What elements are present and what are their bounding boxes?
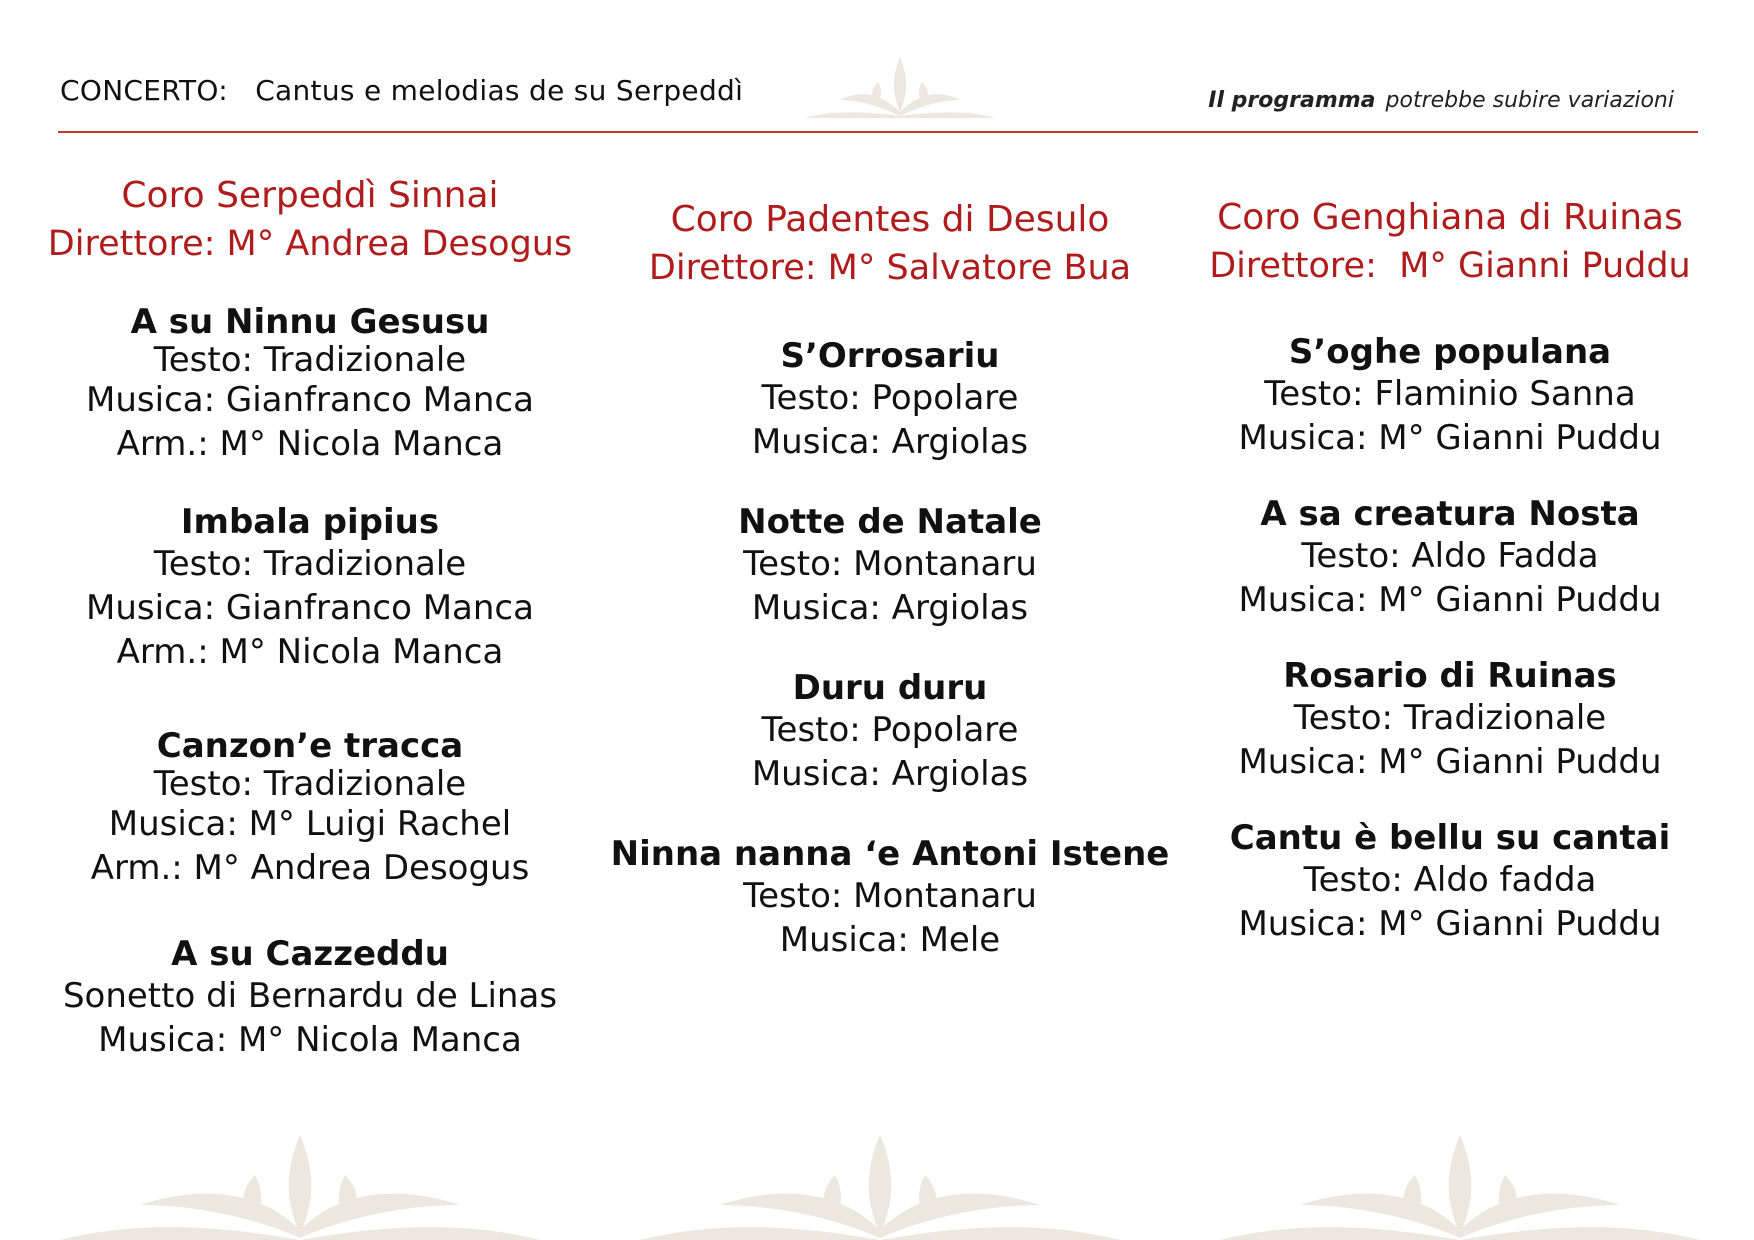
piece-credit: Musica: Gianfranco Manca bbox=[86, 380, 534, 420]
piece-credit: Musica: Argiolas bbox=[751, 588, 1029, 628]
piece bbox=[600, 336, 1180, 464]
concert-label: CONCERTO: bbox=[60, 74, 228, 107]
piece-credit: Musica: M° Gianni Puddu bbox=[1238, 904, 1662, 944]
piece bbox=[30, 302, 590, 466]
piece-credit: Musica: M° Gianni Puddu bbox=[1238, 418, 1662, 458]
program-note bbox=[1208, 88, 1674, 113]
piece-title: Duru duru bbox=[792, 668, 988, 708]
concert-header bbox=[60, 74, 743, 107]
choir-column-2 bbox=[600, 196, 1180, 962]
piece-credit: Testo: Montanaru bbox=[743, 876, 1037, 916]
piece-credit: Musica: M° Gianni Puddu bbox=[1238, 580, 1662, 620]
piece-title: A sa creatura Nosta bbox=[1260, 494, 1640, 534]
piece-title: Notte de Natale bbox=[738, 502, 1042, 542]
piece-title: Canzon’e tracca bbox=[156, 726, 464, 766]
concert-title: Cantus e melodias de su Serpeddì bbox=[255, 74, 744, 107]
piece-credit: Testo: Popolare bbox=[761, 710, 1019, 750]
piece-credit: Arm.: M° Nicola Manca bbox=[116, 632, 504, 672]
piece-credit: Musica: M° Luigi Rachel bbox=[108, 804, 512, 844]
choir-director: Direttore: M° Salvatore Bua bbox=[648, 248, 1132, 288]
piece-credit: Musica: Gianfranco Manca bbox=[86, 588, 534, 628]
choir-column-1 bbox=[30, 172, 590, 1062]
piece bbox=[30, 726, 590, 890]
piece-credit: Arm.: M° Andrea Desogus bbox=[90, 848, 530, 888]
piece-credit: Testo: Flaminio Sanna bbox=[1264, 374, 1636, 414]
piece-credit: Musica: Mele bbox=[779, 920, 1001, 960]
choir-director: Direttore: M° Andrea Desogus bbox=[47, 224, 573, 264]
choir-director: Direttore: M° Gianni Puddu bbox=[1209, 246, 1691, 286]
piece-credit: Testo: Tradizionale bbox=[153, 340, 467, 380]
piece-credit: Testo: Tradizionale bbox=[1293, 698, 1607, 738]
piece-credit: Testo: Aldo fadda bbox=[1303, 860, 1597, 900]
piece-credit: Testo: Tradizionale bbox=[153, 764, 467, 804]
piece-credit: Arm.: M° Nicola Manca bbox=[116, 424, 504, 464]
piece-credit: Testo: Montanaru bbox=[743, 544, 1037, 584]
piece bbox=[1170, 494, 1730, 622]
header-divider bbox=[58, 131, 1698, 133]
program-note-rest: potrebbe subire variazioni bbox=[1385, 88, 1674, 113]
piece bbox=[600, 502, 1180, 630]
header-ornament-icon bbox=[800, 52, 1000, 122]
program-note-bold: Il programma bbox=[1208, 88, 1376, 113]
piece-title: A su Cazzeddu bbox=[171, 934, 449, 974]
piece bbox=[30, 934, 590, 1062]
piece bbox=[600, 668, 1180, 796]
choir-name: Coro Padentes di Desulo bbox=[670, 199, 1110, 240]
piece-title: Ninna nanna ‘e Antoni Istene bbox=[610, 834, 1170, 874]
piece bbox=[1170, 332, 1730, 460]
choir-name: Coro Serpeddì Sinnai bbox=[121, 175, 499, 216]
piece-title: A su Ninnu Gesusu bbox=[130, 302, 490, 342]
choir-column-3 bbox=[1170, 194, 1730, 946]
piece-credit: Musica: M° Nicola Manca bbox=[98, 1020, 522, 1060]
footer-ornament-left-icon bbox=[60, 1130, 540, 1240]
footer-ornament-right-icon bbox=[1220, 1130, 1700, 1240]
piece-credit: Musica: Argiolas bbox=[751, 422, 1029, 462]
piece-title: S’Orrosariu bbox=[780, 336, 1000, 376]
piece-credit: Testo: Aldo Fadda bbox=[1301, 536, 1599, 576]
piece-credit: Sonetto di Bernardu de Linas bbox=[62, 976, 558, 1016]
piece bbox=[1170, 656, 1730, 784]
footer-ornament-center-icon bbox=[640, 1130, 1120, 1240]
piece-credit: Musica: Argiolas bbox=[751, 754, 1029, 794]
piece-title: Rosario di Ruinas bbox=[1283, 656, 1617, 696]
piece-title: Cantu è bellu su cantai bbox=[1229, 818, 1671, 858]
piece bbox=[600, 834, 1180, 962]
piece-credit: Musica: M° Gianni Puddu bbox=[1238, 742, 1662, 782]
piece-title: Imbala pipius bbox=[180, 502, 440, 542]
piece bbox=[1170, 818, 1730, 946]
piece bbox=[30, 502, 590, 674]
piece-credit: Testo: Popolare bbox=[761, 378, 1019, 418]
piece-credit: Testo: Tradizionale bbox=[153, 544, 467, 584]
piece-title: S’oghe populana bbox=[1288, 332, 1612, 372]
choir-name: Coro Genghiana di Ruinas bbox=[1217, 197, 1683, 238]
